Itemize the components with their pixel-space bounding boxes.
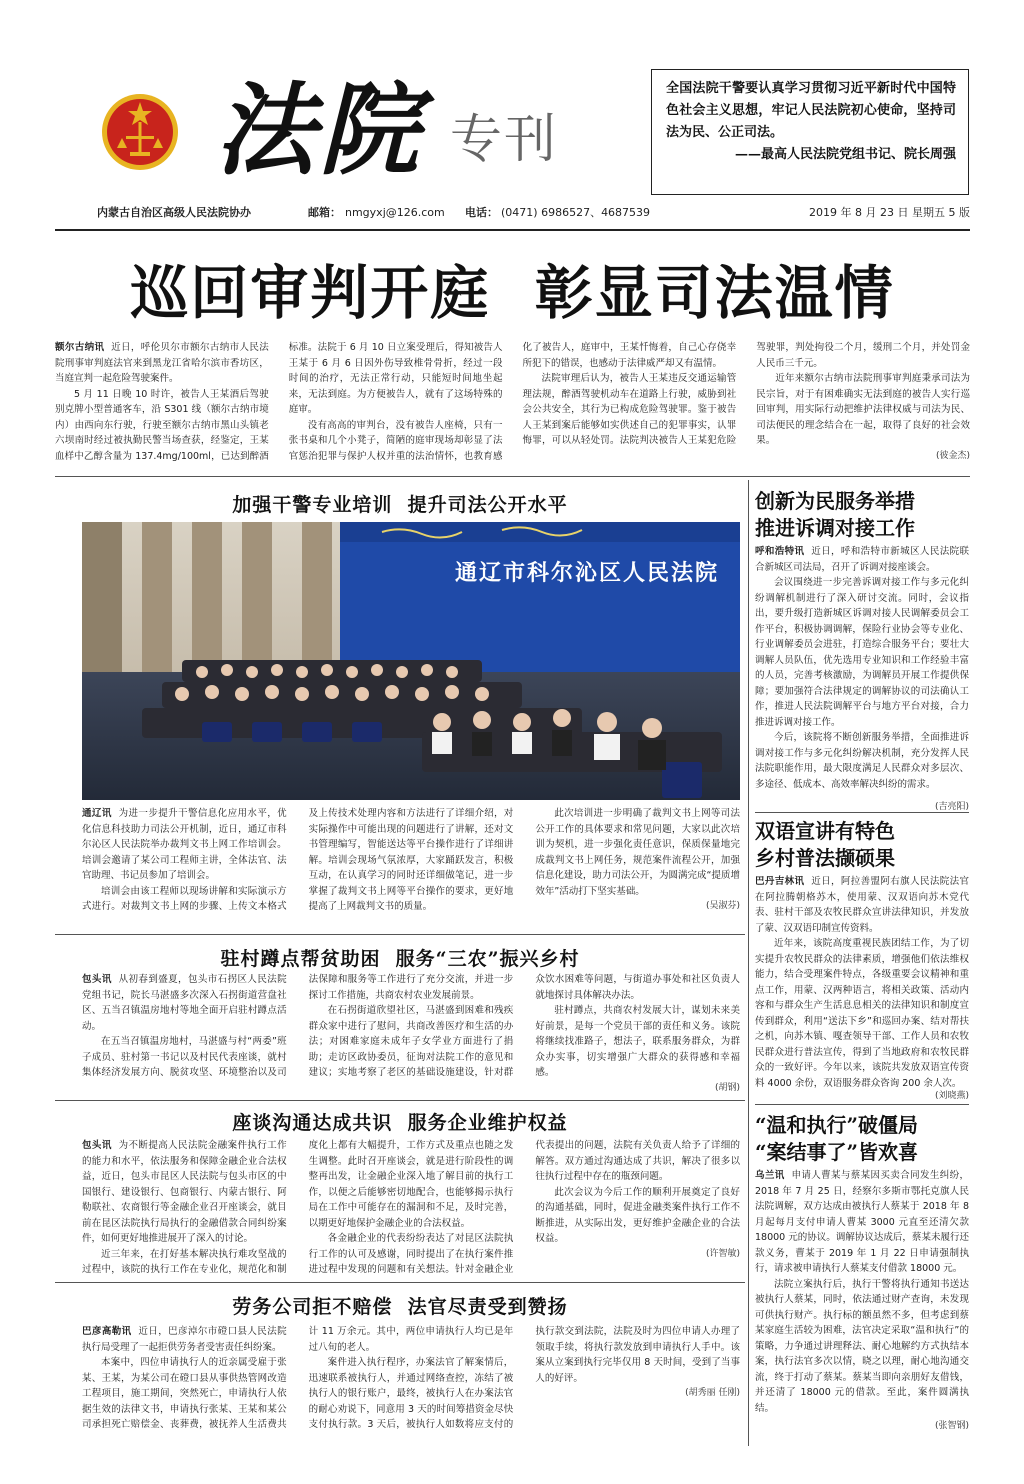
forum-para-4: 此次会议为今后工作的顺利开展奠定了良好的沟通基础，同时，促进金融类案件执行工作不断推进，从实际出发，更好维护金融企业的合法权益。 [535,1186,740,1244]
publisher: 内蒙古自治区高级人民法院协办 [97,206,251,219]
email-label: 邮箱： [308,206,341,219]
enforcement-para-2: 法院立案执行后，执行干警将执行通知书送达被执行人蔡某，同时，依法通过财产查询，未发现可供执行财产。执行标的额虽然不多，但考虑到蔡某家庭生活较为困难，法官决定采取“温和执行”的策略，力争通过讲理释法、耐心地解约方式执结本案，执行法官多次以情，晓之以理，耐心地沟通交流，终于打动了蔡某。蔡某当即向亲朋好友借钱，并还清了 18000 元的借款。至此，案件圆满执结。 [755,1278,969,1414]
email-link[interactable]: nmgyxj@126.com [345,206,445,219]
lead-byline: (彼金杰) [935,450,970,461]
forum-byline: (许智敏) [705,1248,740,1259]
mediation-para-3: 今后，该院将不断创新服务举措，全面推进诉调对接工作与多元化纠纷解决机制，充分发挥人民法院职能作用，最大限度满足人民群众对多层次、多途径、低成本、高效率解决纠纷的需求。 [755,732,969,790]
phone-label: 电话： [465,206,498,219]
mediation-para-1: 近日，呼和浩特市新城区人民法院联合新城区司法局，召开了诉调对接座谈会。 [755,546,969,573]
training-photo-banner: 通辽市科尔沁区人民法院 [454,560,719,586]
village-article [82,972,740,1097]
mediation-para-2: 会议围绕进一步完善诉调对接工作与多元化纠纷调解机制进行了深入研讨交流。同时，会议指出，要升级打造新城区诉调对接人民调解委员会工作平台，积极协调调解，保险行业协会等专业化、行业调解委员会进驻，打造综合服务平台；要壮大调解人员队伍，优先选用专业知识和工作经验丰富的人员，完善考核激励，为调解员开展工作提供保障；要加强符合法律规定的调解协议的司法确认工作，推进人民法院调解平台与地方平台对接，合力推进诉调对接工作。 [755,577,969,728]
lead-para-5: 近年来额尔古纳市法院刑事审判庭秉承司法为民宗旨，对于有困难确实无法到庭的被告人实行巡回审判，用实际行动把维护法律权威与司法为民、司法便民的理念结合在一起，取得了良好的社会效果。 [756,373,970,446]
village-para-4: 驻村蹲点，共商农村发展大计，谋划未来美好前景，是每一个党员干部的责任和义务。该院将继续找准路子，想法子，联系服务群众，为群众办实事，切实增强广大群众的获得感和幸福感。 [535,1005,740,1078]
labor-title: 劳务公司拒不赔偿 法官尽责受到赞扬 [232,1296,568,1318]
divider-sidebar-1 [755,812,969,813]
phone-number: (0471) 6986527、4687539 [501,206,651,219]
village-para-1: 从初春到盛夏，包头市石拐区人民法院党组书记，院长马湛盛多次深入石拐街道营盘社区、五当召镇温房地村等地全面开启驻村蹲点活动。 [82,974,287,1032]
lead-para-2: 5 月 11 日晚 10 时许，被告人王某酒后驾驶别克牌小型普通客车，沿 S301 线（额尔古纳市境内）由西向东行驶，行驶至额尔古纳市黑山头镇老六坝南时经过被执勤民警当场查获，经鉴定，王某血样中乙醇含量为 137.4mg/100ml，已达到醉酒标准。法院于 6 月 10 日立案受理后，得知被告人王某于 6 月 6 日因外伤导致椎骨骨折，经过一段时间的治疗，无法正常行动，只能短时间地坐起来，无法到庭。为方便被告人，就有了这场特殊的庭审。 [55,342,503,462]
masthead-subtitle: 专刊 [450,110,559,170]
enforcement-para-1: 申请人曹某与蔡某因买卖合同发生纠纷，2018 年 7 月 25 日，经察尔多斯市鄂托克旗人民法院调解，双方达成由被执行人蔡某于 2018 年 8 月起每月支付申请人曹某 3000 元直至还清欠款 18000 元的协议。调解协议达成后，蔡某未履行还款义务，曹某于 2019 年 1 月 22 日申请强制执行，请求被申请执行人蔡某支付借款 18000 元。 [755,1170,969,1274]
bilingual-title [755,818,969,872]
labor-article [82,1324,740,1444]
sidebar-bilingual [755,818,969,1101]
enforcement-article [755,1168,969,1418]
enforcement-dateline: 乌兰讯 [755,1170,785,1181]
training-byline: (吴淑芬) [705,901,740,911]
mediation-title [755,488,969,542]
labor-para-2: 本案中，四位申请执行人的近亲属受雇于张某、王某，为某公司在磴口县从事供热管网改造工程项目，施工期间，突然死亡，申请执行人依据生效的法律文书，申请执行张某、王某和某公司承担死亡赔偿金、丧葬费，被抚养人生活费共计 11 万余元。其中，两位申请执行人均已是年过八旬的老人。 [82,1326,514,1430]
mediation-title-line-1: 创新为民服务举措 [755,489,915,513]
mediation-byline: (吉亮阳) [934,802,969,812]
court-emblem [100,92,180,172]
divider-forum [55,1282,745,1283]
divider-below-lead [55,476,970,477]
masthead-rule [55,229,970,231]
bilingual-byline: (刘晓燕) [934,1091,969,1101]
labor-dateline: 巴彦高勒讯 [82,1326,132,1337]
training-para-3: 此次培训进一步明确了裁判文书上网等司法公开工作的具体要求和常见问题，大家以此次培训为契机，进一步强化责任意识，保质保量地完成裁判文书上网任务，规范案件流程公开，加强信息化建设，助力司法公开，为圆满完成“提质增效年”活动打下坚实基础。 [535,808,740,897]
masthead-info-bar [55,202,970,224]
bilingual-para-1: 近日，阿拉善盟阿右旗人民法院法官在阿拉腾朝格苏木，使用蒙、汉双语向苏木党代表、驻村干部及农牧民群众宣讲法律知识，并发放了蒙、汉双语印制宣传资料。 [755,876,969,934]
mediation-dateline: 呼和浩特讯 [755,546,805,557]
enforcement-title [755,1112,969,1166]
mediation-article [755,544,969,799]
enforcement-title-line-2: “案结事了”皆欢喜 [755,1140,919,1164]
labor-para-1: 近日，巴彦淖尔市磴口县人民法院执行局受理了一起拒供劳务者受害责任纠纷案。 [82,1326,287,1353]
training-para-1: 为进一步提升干警信息化应用水平，优化信息科技助力司法公开机制，近日，通辽市科尔沁区人民法院举办裁判文书上网工作培训会。培训会邀请了某公司工程师主讲，全体法官、法官助理、书记员参加了培训会。 [82,808,287,881]
sidebar-divider [748,480,749,1446]
training-article [82,806,740,932]
enforcement-byline: (张智钢) [934,1421,969,1431]
bilingual-para-2: 近年来，该院高度重视民族团结工作，为了切实提升农牧民群众的法律素质，增强他们依法维权能力，结合受理案件特点，各级重要会议精神和重点工作，用蒙、汉两种语言，将相关政策、活动内容和与群众生产生活息息相关的法律知识和制度宣传到群众，利用“送法下乡”和巡回办案、结对帮扶之机，向苏木镇、嘎查领导干部、工作人员和农牧民群众进行普法宣传，得到了当地政府和农牧民群众的一致好评。今年以来，该院共发放双语宣传资料 4000 余份，双语服务群众咨询 200 余人次。 [755,938,969,1088]
lead-para-1: 近日，呼伦贝尔市额尔古纳市人民法院刑事审判庭法官来到黑龙江省哈尔滨市香坊区，当庭宣判一起危险驾驶案件。 [55,342,269,384]
village-dateline: 包头讯 [82,974,112,985]
training-title: 加强干警专业培训 提升司法公开水平 [232,494,568,516]
lead-para-3: 没有高高的审判台，没有被告人座椅，只有一张书桌和几个小凳子，简陋的庭审现场却彰显了法官惩治犯罪与保护人权并重的法治情怀，也教育感化了被告人，庭审中，王某忏悔着，自己心存侥幸所犯下的错误，也感动于法律威严却又有温情。 [288,342,737,462]
bilingual-title-line-1: 双语宣讲有特色 [755,819,895,843]
divider-sidebar-2 [755,1104,969,1105]
bilingual-article [755,874,969,1088]
mediation-title-line-2: 推进诉调对接工作 [755,516,915,540]
forum-para-2: 近三年来，在打好基本解决执行难攻坚战的过程中，该院的执行工作在专业化，规范化和制度化上都有大幅提升，工作方式及重点也随之发生调整。此时召开座谈会，就是进行阶段性的调整再出发，让金融企业深入地了解目前的执行工作，以便之后能够密切地配合，也能够揭示执行局在工作中可能存在的漏洞和不足，及时完善，以期更好地保护金融企业的合法权益。 [82,1140,514,1275]
lead-headline: 巡回审判开庭 彰显司法温情 [130,259,895,327]
sidebar-enforcement [755,1112,969,1431]
forum-dateline: 包头讯 [82,1140,112,1151]
lead-dateline: 额尔古纳讯 [55,342,105,353]
labor-byline: (胡秀丽 任刚) [685,1388,740,1398]
village-byline: (胡钢) [714,1082,740,1093]
forum-para-1: 为不断提高人民法院金融案件执行工作的能力和水平，依法服务和保障金融企业合法权益，近日，包头市昆区人民法院与包头市区的中国银行、建设银行、包商银行、内蒙古银行、阿勒联社、农商银行等金融企业召开座谈会，就目前在昆区法院执行局执行的金融借款合同纠纷案件，如何更好地推进展开了深入的讨论。 [82,1140,287,1244]
quote-source: ——最高人民法院党组书记、院长周强 [734,147,956,162]
village-title: 驻村蹲点帮贫助困 服务“三农”振兴乡村 [220,948,580,970]
issue-date: 2019 年 8 月 23 日 星期五 5 版 [809,206,970,219]
forum-title: 座谈沟通达成共识 服务企业维护权益 [232,1112,568,1134]
bilingual-dateline: 巴丹吉林讯 [755,876,805,887]
enforcement-title-line-1: “温和执行”破僵局 [755,1113,919,1137]
forum-article [82,1138,740,1278]
masthead-char-1: 法 [215,71,319,189]
quote-text: 全国法院干警要认真学习贯彻习近平新时代中国特色社会主义思想，牢记人民法院初心使命，坚持司法为民、公正司法。 [666,81,956,140]
village-para-2: 在五当召镇温房地村，马湛盛与村“两委”班子成员、驻村第一书记以及村民代表座谈，就村集体经济发展方向、脱贫攻坚、环境整治以及司法保障和服务等工作进行了充分交流，并进一步探讨工作措施，共商农村农业发展前景。 [82,974,514,1078]
village-para-3: 在石拐街道欣望社区，马湛盛到困难和残疾群众家中进行了慰问，共商改善医疗和生活的办法；对困难家庭未成年子女学业方面进行了捐助；走访区政协委员，征询对法院工作的意见和建议；实地考察了老区的基础设施建设，针对群众饮水困难等问题，与街道办事处和社区负责人就地探讨具体解决办法。 [308,974,740,1078]
training-para-2: 培训会由该工程师以现场讲解和实际演示方式进行。对裁判文书上网的步骤、上传文本格式及上传技术处理内容和方法进行了详细介绍，对实际操作中可能出现的问题进行了讲解，还对文书管理编写，智能送达等平台操作进行了详细讲解。培训会现场气氛浓厚，大家踊跃发言，积极互动，在认真学习的同时还详细做笔记，进一步掌握了裁判文书上网等平台操作的要求，更好地提高了上网裁判文书的质量。 [82,808,514,912]
quote-box [651,69,969,195]
forum-para-3: 各金融企业的代表纷纷表达了对昆区法院执行工作的认可及感谢，同时提出了在执行案件推进过程中发现的问题和有关想法。针对金融企业代表提出的问题，法院有关负责人给予了详细的解答。双方通过沟通达成了共识，解决了很多以往执行过程中存在的瓶颈问题。 [308,1140,740,1275]
training-photo [82,522,740,800]
training-dateline: 通辽讯 [82,808,112,819]
divider-village [55,1100,745,1101]
labor-para-3: 案件进入执行程序，办案法官了解案情后，迅速联系被执行人，并通过网络查控，冻结了被执行人的银行账户，最终，被执行人在办案法官的耐心劝说下，同意用 3 天的时间筹措资金尽快支付执行款。3 天后，被执行人如数将应支付的执行款交到法院，法院及时为四位申请人办理了领取手续，将执行款发放到申请执行人手中。该案从立案到执行完毕仅用 8 天时间，受到了当事人的好评。 [308,1326,740,1430]
bilingual-title-line-2: 乡村普法撷硕果 [755,846,895,870]
divider-training [55,934,745,935]
masthead-title [215,70,455,190]
lead-article [55,340,970,468]
masthead-char-2: 院 [319,71,423,189]
lead-para-4: 法院审理后认为，被告人王某违反交通运输管理法规，醉酒驾驶机动车在道路上行驶，威胁到社会公共安全，其行为已构成危险驾驶罪。鉴于被告人王某到案后能够如实供述自己的犯罪事实，认罪悔罪，可以从轻处罚。法院判决被告人王某犯危险驾驶罪，判处拘役二个月，缓刑二个月，并处罚金人民币三千元。 [522,342,970,446]
sidebar-mediation [755,488,969,812]
